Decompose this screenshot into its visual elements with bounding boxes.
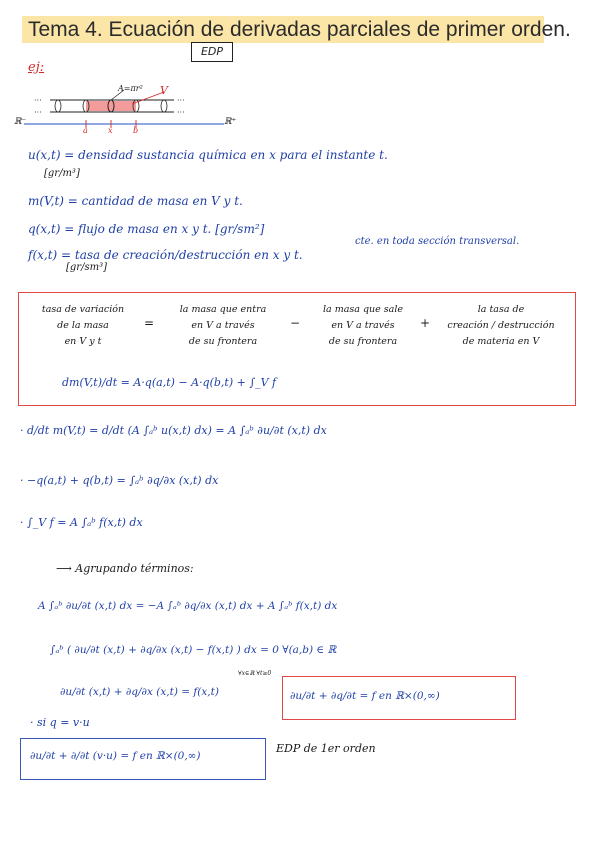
plus-sign: + — [420, 316, 431, 330]
balance-in-block — [168, 302, 278, 350]
definition-creation: f(x,t) = tasa de creación/destrucción en x y t. — [28, 248, 303, 262]
balance-out-line1: la masa que sale — [323, 304, 403, 315]
step-grouped-integrals: A ∫ₐᵇ ∂u/∂t (x,t) dx = −A ∫ₐᵇ ∂q/∂x (x,t) dx + A ∫ₐᵇ f(x,t) dx — [38, 600, 338, 612]
definition-density: u(x,t) = densidad sustancia química en x para el instante t. — [28, 148, 388, 162]
definition-mass: m(V,t) = cantidad de masa en V y t. — [28, 194, 243, 208]
step-flux-difference: · −q(a,t) + q(b,t) = ∫ₐᵇ ∂q/∂x (x,t) dx — [20, 474, 219, 487]
equals-sign: = — [144, 316, 155, 330]
step-mass-derivative: · d/dt m(V,t) = d/dt (A ∫ₐᵇ u(x,t) dx) = A ∫ₐᵇ ∂u/∂t (x,t) dx — [20, 424, 327, 437]
volume-label: V — [160, 84, 168, 97]
balance-left-line1: tasa de variación — [41, 304, 125, 315]
balance-out-block — [308, 302, 418, 350]
point-x-label: x — [108, 126, 113, 135]
axis-left-label: ℝ⁻ — [14, 117, 27, 127]
definition-constant-note: cte. en toda sección transversal. — [355, 236, 520, 247]
svg-text:···: ··· — [34, 108, 42, 117]
step-grouping: ⟶ Agrupando términos: — [56, 562, 194, 575]
step-source-integral: · ∫_V f = A ∫ₐᵇ f(x,t) dx — [20, 516, 143, 529]
balance-equation: dm(V,t)/dt = A·q(a,t) − A·q(b,t) + ∫_V f — [62, 376, 277, 389]
final-equation: ∂u/∂t + ∂/∂t (v·u) = f en ℝ×(0,∞) — [30, 750, 201, 762]
balance-out-line3: de su frontera — [328, 336, 398, 347]
balance-left-block — [28, 302, 138, 350]
axis-right-label: ℝ⁺ — [224, 117, 237, 127]
definition-creation-units: [gr/sm³] — [66, 262, 107, 273]
svg-text:···: ··· — [177, 108, 185, 117]
result-equation: ∂u/∂t + ∂q/∂t = f en ℝ×(0,∞) — [290, 690, 440, 702]
area-label: A=πr² — [118, 84, 143, 93]
balance-left-line2: de la masa — [57, 320, 109, 331]
step-flux-assumption: · si q = v·u — [30, 716, 90, 729]
step-local-equation: ∂u/∂t (x,t) + ∂q/∂x (x,t) = f(x,t) — [60, 686, 219, 698]
point-a-label: a — [83, 126, 88, 135]
svg-text:···: ··· — [34, 96, 42, 105]
minus-sign: − — [290, 316, 301, 330]
step-integral-zero: ∫ₐᵇ ( ∂u/∂t (x,t) + ∂q/∂x (x,t) − f(x,t) ) dx = 0 ∀(a,b) ∈ ℝ — [50, 644, 337, 656]
balance-in-line3: de su frontera — [188, 336, 258, 347]
page-title: Tema 4. Ecuación de derivadas parciales de primer orden. — [22, 16, 544, 43]
step-quantifier: ∀x∈ℝ ∀t≥0 — [238, 670, 272, 677]
point-b-label: b — [133, 126, 139, 135]
balance-in-line1: la masa que entra — [179, 304, 267, 315]
balance-creation-line2: creación / destrucción — [447, 320, 555, 331]
balance-left-line3: en V y t — [64, 336, 102, 347]
edp-box: EDP — [191, 42, 233, 62]
balance-creation-line1: la tasa de — [477, 304, 525, 315]
example-label: ej: — [28, 60, 45, 75]
balance-in-line2: en V a través — [191, 320, 255, 331]
balance-out-line2: en V a través — [331, 320, 395, 331]
balance-creation-block — [434, 302, 568, 350]
balance-creation-line3: de materia en V — [462, 336, 540, 347]
svg-text:···: ··· — [177, 96, 185, 105]
edp-order-label: EDP de 1er orden — [276, 742, 376, 755]
definition-flux: q(x,t) = flujo de masa en x y t. [gr/sm²] — [28, 222, 265, 236]
definition-density-units: [gr/m³] — [44, 168, 80, 179]
